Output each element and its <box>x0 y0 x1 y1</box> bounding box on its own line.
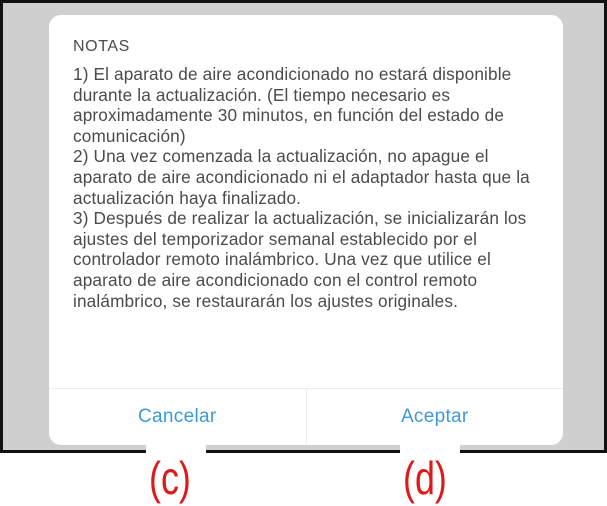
note-paragraph-1: 1) El aparato de aire acondicionado no estará disponible durante la actualización. (El tiempo necesario es aproximadamente 30 minutos, en función del estado de comunicación) <box>73 64 512 146</box>
note-paragraph-3: 3) Después de realizar la actualización, se inicializarán los ajustes del temporizador semanal establecido por el controlador remoto inalámbrico. Una vez que utilice el aparato de aire acondicionado con el control remoto inalámbrico, se restaurarán los ajustes originales. <box>73 208 527 311</box>
dialog-actions <box>49 388 563 445</box>
dialog-title: NOTAS <box>73 38 130 55</box>
callout-label-d: (d) <box>403 452 447 504</box>
callout-label-c: (c) <box>149 452 191 504</box>
cancel-button[interactable]: Cancelar <box>49 389 306 445</box>
notes-content <box>73 37 547 311</box>
accept-button[interactable]: Aceptar <box>306 389 564 445</box>
notes-dialog <box>49 15 563 445</box>
note-paragraph-2: 2) Una vez comenzada la actualización, no apague el aparato de aire acondicionado ni el adaptador hasta que la actualización haya finalizado. <box>73 146 530 208</box>
